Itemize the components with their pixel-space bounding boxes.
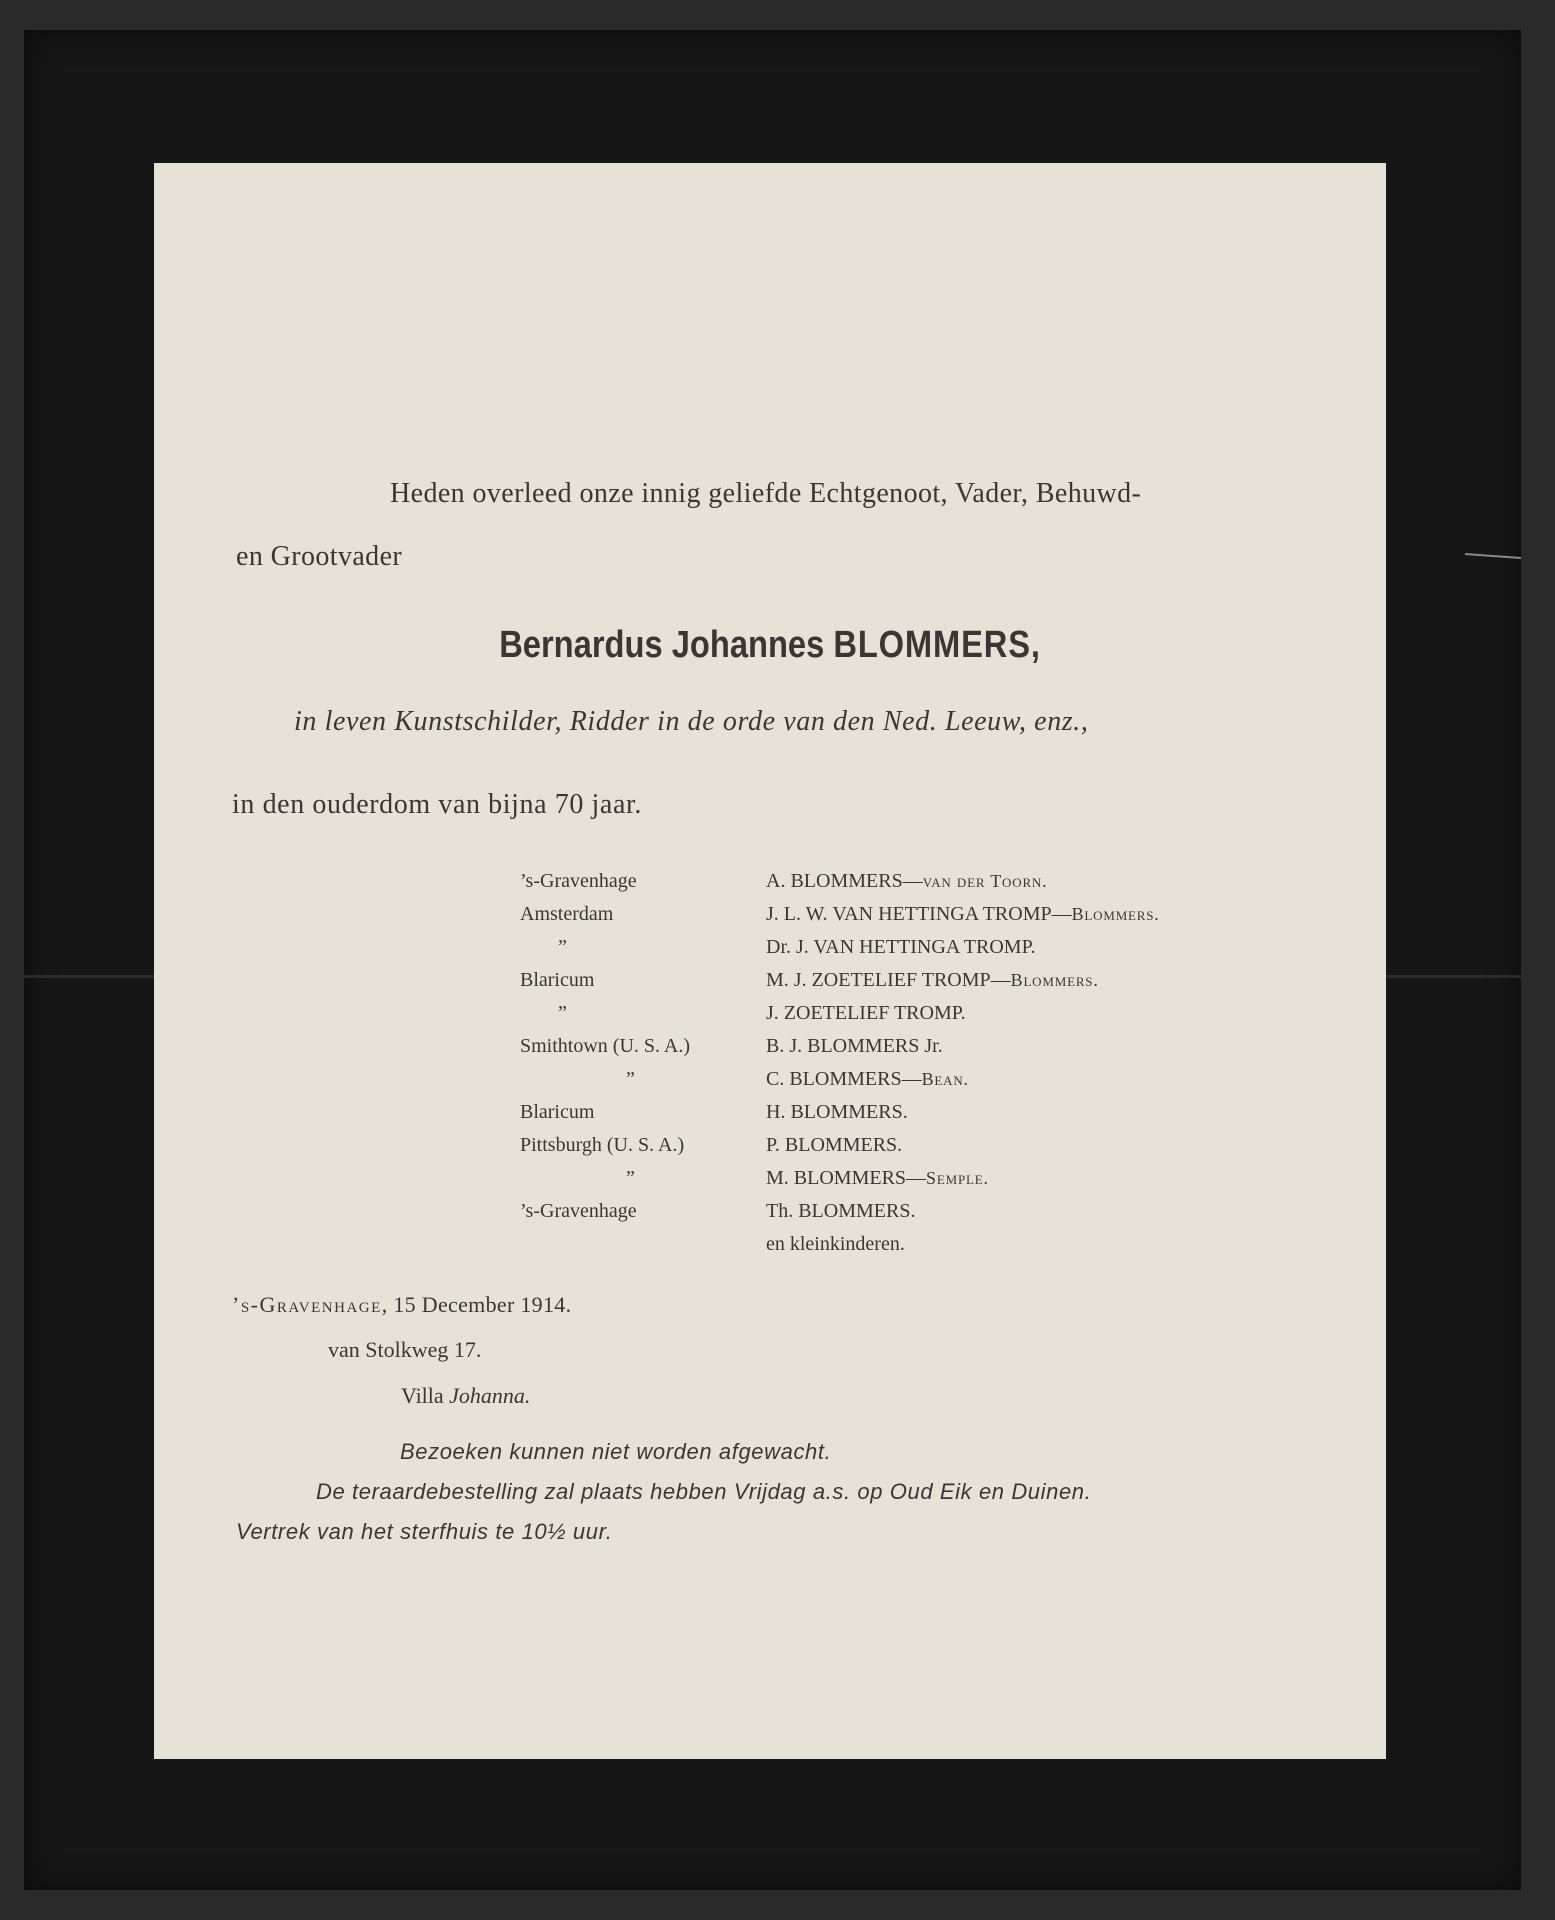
- family-names-column: [766, 865, 1160, 1261]
- address-villa: [401, 1385, 530, 1407]
- family-member: [766, 931, 1160, 964]
- family-member: [766, 1195, 1160, 1228]
- family-member-name: B. J. BLOMMERS Jr.: [766, 1035, 943, 1057]
- family-place: Blaricum: [520, 1101, 595, 1123]
- family-place-ditto: ”: [626, 1167, 635, 1189]
- family-member-maiden-name: Blommers.: [1071, 904, 1160, 924]
- announcement-paper: [154, 163, 1386, 1759]
- intro-line-2: en Grootvader: [236, 541, 403, 572]
- family-place: ’s-Gravenhage: [520, 1200, 637, 1222]
- deceased-given-names: Bernardus Johannes: [499, 624, 825, 666]
- departure-note: Vertrek van het sterfhuis te 10½ uur.: [236, 1519, 613, 1544]
- family-place: Amsterdam: [520, 903, 614, 925]
- family-member-name: M. BLOMMERS—: [766, 1167, 927, 1189]
- date-city: ’s-Gravenhage: [232, 1292, 382, 1317]
- family-place: Smithtown (U. S. A.): [520, 1035, 691, 1057]
- family-place-ditto: ”: [558, 936, 567, 958]
- family-member: [766, 1096, 1160, 1129]
- family-member-name: en kleinkinderen.: [766, 1233, 905, 1255]
- family-member-name: A. BLOMMERS—: [766, 870, 923, 892]
- family-place-ditto: ”: [558, 1002, 567, 1024]
- intro-line-1: Heden overleed onze innig geliefde Echtgenoot, Vader, Behuwd-: [390, 478, 1142, 509]
- family-member-maiden-name: Semple.: [926, 1168, 989, 1188]
- family-member: [766, 1030, 1160, 1063]
- occupation-line: in leven Kunstschilder, Ridder in de orde van den Ned. Leeuw, enz.,: [294, 706, 1089, 737]
- address-street: van Stolkweg 17.: [328, 1337, 482, 1362]
- family-member: [766, 997, 1160, 1030]
- villa-name: Johanna.: [449, 1383, 531, 1408]
- family-member: [766, 898, 1160, 931]
- family-member-name: J. L. W. VAN HETTINGA TROMP—: [766, 903, 1072, 925]
- family-member-name: C. BLOMMERS—: [766, 1068, 922, 1090]
- family-member-name: Dr. J. VAN HETTINGA TROMP.: [766, 936, 1036, 958]
- family-member-name: P. BLOMMERS.: [766, 1134, 903, 1156]
- family-place: Blaricum: [520, 969, 595, 991]
- family-member-maiden-name: Bean.: [921, 1069, 969, 1089]
- family-member-name: H. BLOMMERS.: [766, 1101, 908, 1123]
- family-member: [766, 1228, 1160, 1261]
- family-member-name: Th. BLOMMERS.: [766, 1200, 916, 1222]
- funeral-note: De teraardebestelling zal plaats hebben Vrijdag a.s. op Oud Eik en Duinen.: [316, 1479, 1092, 1504]
- family-member: [766, 865, 1160, 898]
- family-member: [766, 964, 1160, 997]
- family-place: Pittsburgh (U. S. A.): [520, 1134, 685, 1156]
- family-member-name: M. J. ZOETELIEF TROMP—: [766, 969, 1011, 991]
- family-member-maiden-name: van der Toorn.: [922, 871, 1048, 891]
- date-text: , 15 December 1914.: [381, 1292, 572, 1317]
- deceased-surname: BLOMMERS,: [833, 624, 1041, 666]
- family-place: [520, 1228, 690, 1261]
- age-line: in den ouderdom van bijna 70 jaar.: [232, 789, 642, 820]
- family-places-column: [520, 865, 690, 1261]
- family-member: [766, 1063, 1160, 1096]
- family-member: [766, 1129, 1160, 1162]
- visits-note: Bezoeken kunnen niet worden afgewacht.: [400, 1439, 832, 1464]
- family-member: [766, 1162, 1160, 1195]
- family-member-maiden-name: Blommers.: [1010, 970, 1099, 990]
- family-place: ’s-Gravenhage: [520, 870, 637, 892]
- date-line: [232, 1294, 571, 1316]
- family-member-name: J. ZOETELIEF TROMP.: [766, 1002, 966, 1024]
- family-place-ditto: ”: [626, 1068, 635, 1090]
- deceased-name: [240, 626, 1300, 664]
- villa-label: Villa: [401, 1383, 444, 1408]
